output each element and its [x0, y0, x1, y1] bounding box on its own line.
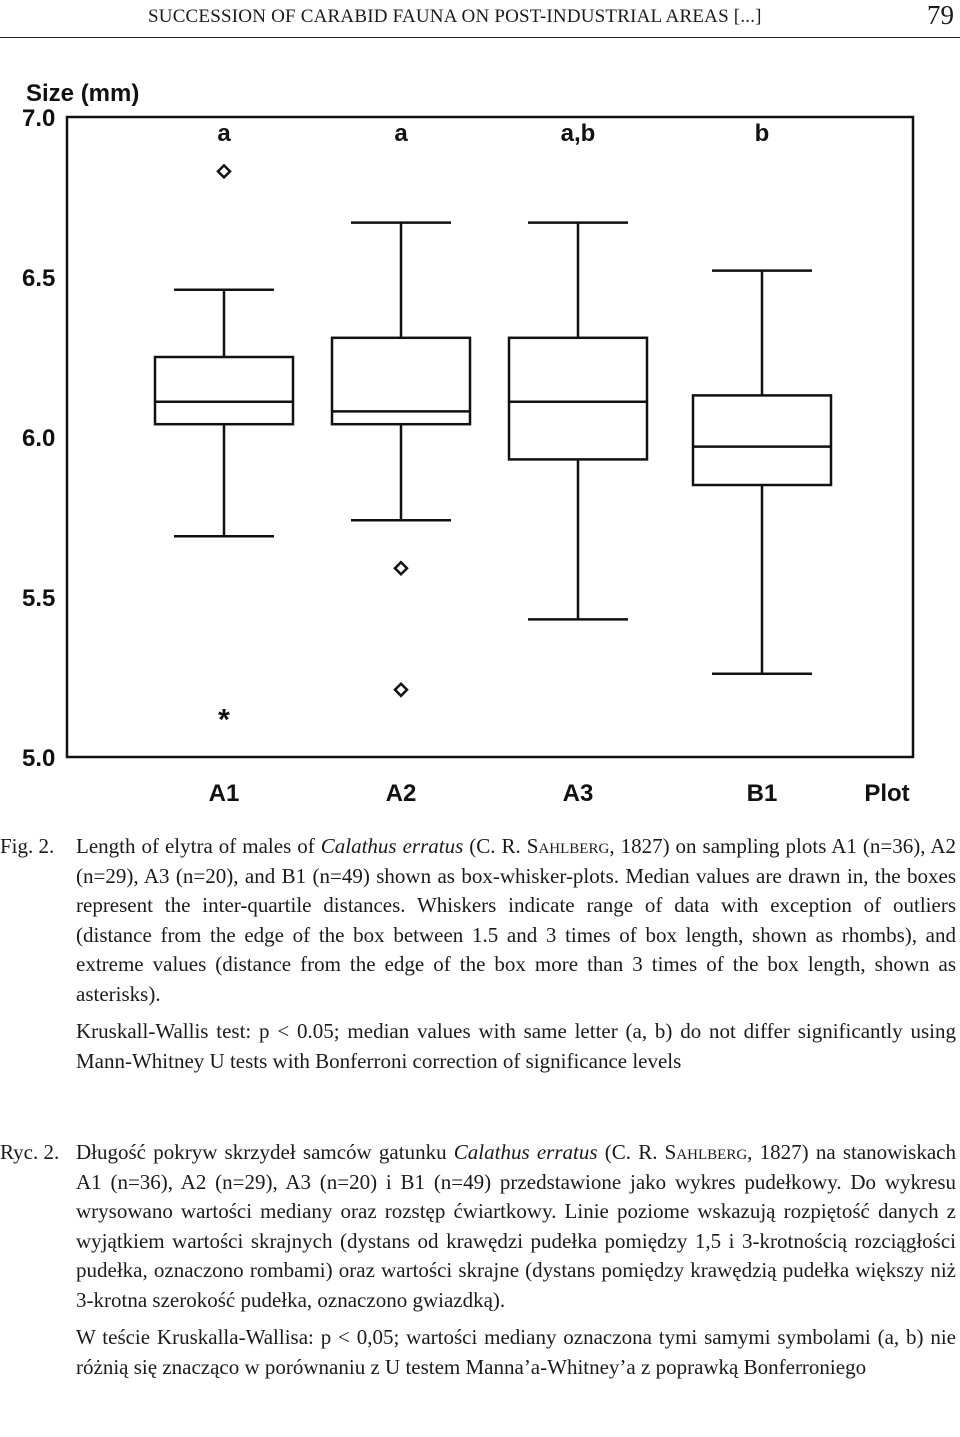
species-name: Calathus erratus: [453, 1140, 598, 1164]
x-tick-label: B1: [746, 780, 778, 807]
caption-english: [0, 832, 960, 1076]
running-title: SUCCESSION OF CARABID FAUNA ON POST-INDUSTRIAL AREAS [...]: [148, 6, 762, 27]
iqr-box: [509, 338, 647, 460]
x-tick-label: A3: [562, 780, 594, 807]
caption-paragraph: [76, 1138, 956, 1315]
page-header: [0, 0, 960, 40]
y-axis-label: Size (mm): [26, 80, 140, 107]
caption-text: Długość pokryw skrzydeł samców gatunku: [76, 1140, 454, 1164]
outlier-rhomb: [395, 562, 407, 574]
extreme-asterisk: *: [218, 703, 230, 737]
author-name: Sahlberg: [526, 834, 610, 858]
significance-letter: a: [217, 120, 231, 147]
caption-paragraph: W teście Kruskalla-Wallisa: p < 0,05; wartości mediany oznaczona tymi samymi symbolami (a, b) nie różnią się znacząco w porównaniu z U testem Manna’a-Whitney’a z poprawką Bonferroniego: [76, 1325, 956, 1379]
y-tick-label: 6.5: [22, 265, 56, 292]
significance-letter: b: [754, 120, 770, 147]
caption-label: Fig. 2.: [0, 834, 55, 858]
caption-text: Length of elytra of males of: [76, 834, 321, 858]
page-number: 79: [927, 0, 954, 30]
caption-paragraph: Kruskall-Wallis test: p < 0.05; median values with same letter (a, b) do not differ significantly using Mann-Whitney U tests with Bonferroni correction of significance levels: [76, 1019, 956, 1073]
caption-label: Ryc. 2.: [0, 1140, 60, 1164]
caption-text: (C. R.: [597, 1140, 665, 1164]
box-plot-figure: [0, 60, 960, 820]
outlier-rhomb: [218, 165, 230, 177]
species-name: Calathus erratus: [320, 834, 464, 858]
box-plot: [0, 60, 960, 820]
significance-letter: a,b: [560, 120, 596, 147]
iqr-box: [155, 357, 293, 424]
iqr-box: [693, 395, 831, 485]
caption-polish: [0, 1138, 960, 1382]
x-tick-label: A1: [208, 780, 240, 807]
caption-body: [76, 1138, 960, 1382]
caption-text: , 1827) na stanowiskach A1 (n=36), A2 (n=29), A3 (n=20) i B1 (n=49) przedstawione jako wykres pudełkowy. Do wykresu wrysowano wartości mediany oraz rozstęp ćwiartkowy. Linie poziome wskazują rozpiętość danych z wyjątkiem wartości skrajnych (dystans od krawędzi pudełka pomiędzy 1,5 i 3-krotnością rozciągłości pudełka, oznaczono rombami) oraz wartości skrajne (dystans pomiędzy krawędzią pudełka większy niż 3-krotna szerokość pudełka, oznaczono gwiazdką).: [76, 1140, 956, 1312]
y-tick-label: 6.0: [22, 425, 56, 452]
author-name: Sahlberg: [664, 1140, 748, 1164]
outlier-rhomb: [395, 684, 407, 696]
caption-paragraph: [76, 832, 956, 1009]
caption-text: (C. R.: [463, 834, 527, 858]
y-tick-label: 5.5: [22, 585, 56, 612]
caption-body: [76, 832, 960, 1076]
y-tick-label: 7.0: [22, 105, 56, 132]
caption-text: , 1827) on sampling plots A1 (n=36), A2 (n=29), A3 (n=20), and B1 (n=49) shown as box-whisker-plots. Median values are drawn in, the boxes represent the inter-quartile distances. Whiskers indicate range of data with exception of outliers (distance from the edge of the box between 1.5 and 3 times of box length, shown as rhombs), and extreme values (distance from the edge of the box more than 3 times of the box length, shown as asterisks).: [76, 834, 956, 1006]
x-tick-label: A2: [385, 780, 417, 807]
header-rule: [0, 37, 960, 38]
y-tick-label: 5.0: [22, 745, 56, 772]
x-axis-label: Plot: [864, 780, 910, 807]
significance-letter: a: [394, 120, 408, 147]
